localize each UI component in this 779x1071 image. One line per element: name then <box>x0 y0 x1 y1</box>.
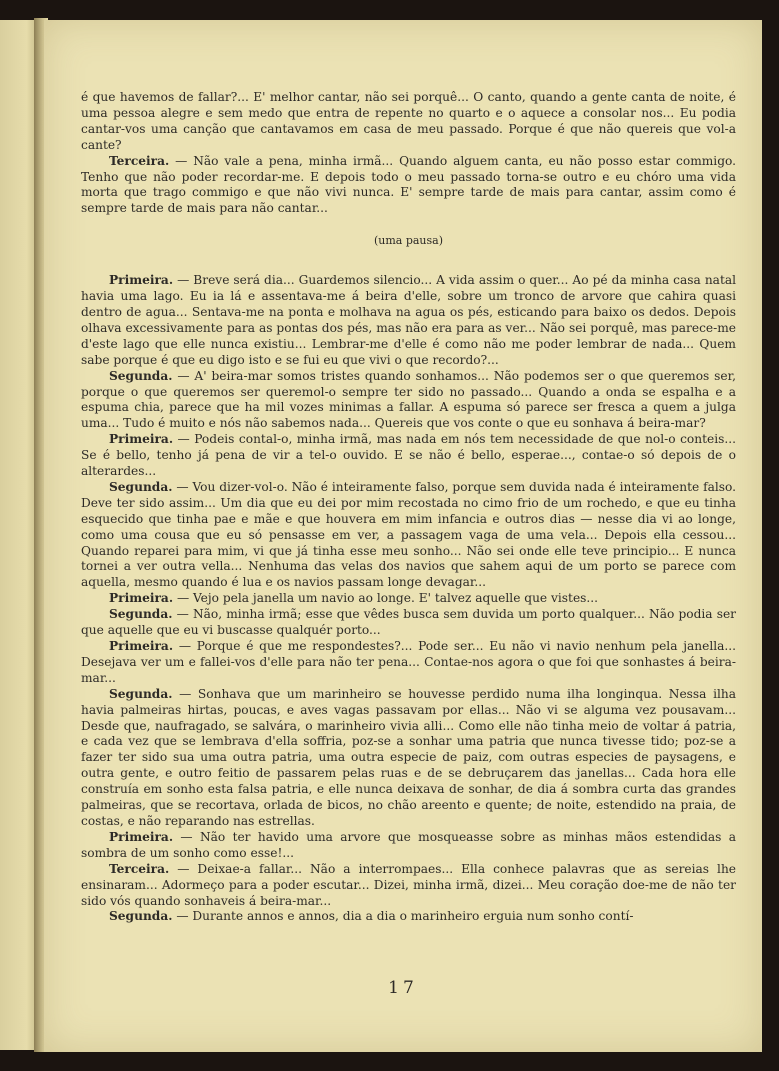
paragraph-2 <box>81 273 736 368</box>
speaker-name: Terceira. <box>109 153 170 168</box>
speaker-name: Primeira. <box>109 432 174 447</box>
speaker-name: Segunda. <box>109 479 173 494</box>
paragraph-7 <box>81 607 736 639</box>
stage-direction: (uma pausa) <box>373 234 444 248</box>
paragraph-text: — Sonhava que um marinheiro se houvesse perdido numa ilha longinqua. Nessa ilha havia palmeiras hirtas, poucas, e aves vagas passavam por ellas... Não vi se alguma vez pousavam... Desde que, naufragado, se salvára, o marinheiro vivia alli... Como elle não tinha meio de voltar á patria, e cada vez que se lembrava d'ella soffria, poz-se a sonhar uma patria que nunca tivesse tido; poz-se a fazer ter sido sua uma outra patria, uma outra especie de paiz, com outras especies de paysagens, e outra gente, e outro feitio de passarem pelas ruas e de se debruçarem das janellas... Cada hora elle construía em sonho esta falsa patria, e elle nunca deixava de sonhar, de dia á sombra curta das grandes palmeiras, que se recortava, orlada de bicos, no chão areento e quente; de noite, estendido na praia, de costas, e não reparando nas estrellas. <box>81 686 736 828</box>
speaker-name: Primeira. <box>109 829 174 844</box>
paragraph-text: é que havemos de fallar?... E' melhor cantar, não sei porquê... O canto, quando a gente canta de noite, é uma pessoa alegre e sem medo que entra de repente no quarto e o aquece a consolar nos... Eu podia cantar-vos uma canção que cantavamos em casa de meu passado. Porque é que não quereis que vol-a cante? <box>81 90 736 152</box>
paragraph-text: — Deixae-a fallar... Não a interrompaes... Ella conhece palavras que as sereias lhe ensinaram... Adormeço para a poder escutar... Dizei, minha irmã, dizei... Meu coração doe-me de não ter sido vós quando sonhaveis á beira-mar... <box>81 861 737 908</box>
speaker-name: Segunda. <box>109 909 173 924</box>
paragraph-0 <box>81 90 736 154</box>
page-text <box>81 90 736 925</box>
paragraph-9 <box>81 687 736 830</box>
paragraph-text: — Vou dizer-vol-o. Não é inteiramente falso, porque sem duvida nada é inteiramente falso. Deve ter sido assim... Um dia que eu dei por mim recostada no cimo frio de um rochedo, e que eu tinha esquecido que tinha pae e mãe e que houvera em mim infancia e outros dias — nesse dia vi ao longe, como uma cousa que eu só pensasse em ver, a passagem vaga de uma vela... Depois ella cessou... Quando reparei para mim, vi que já tinha esse meu sonho... Não sei onde elle teve principio... E nunca tornei a ver outra vella... Nenhuma das velas dos navios que sahem aqui de um porto se parece com aquella, mesmo quando é lua e os navios passam longe devagar... <box>81 479 737 590</box>
paragraph-1 <box>81 154 736 218</box>
left-page-edge <box>0 20 38 1050</box>
page-number: 17 <box>388 978 418 998</box>
paragraph-6 <box>81 591 736 607</box>
speaker-name: Segunda. <box>109 607 173 622</box>
speaker-name: Terceira. <box>109 861 170 876</box>
paragraph-text: — A' beira-mar somos tristes quando sonhamos... Não podemos ser o que queremos ser, porque o que queremos ser queremol-o sempre ter sido no passado... Quando a onda se espalha e a espuma chia, parece que ha mil vozes minimas a fallar. A espuma só parece ser fresca a quem a julga uma... Tudo é muito e nós não sabemos nada... Quereis que vos conte o que eu sonhava á beira-mar? <box>81 368 737 431</box>
paragraph-5 <box>81 480 736 591</box>
speaker-name: Primeira. <box>109 639 174 653</box>
paragraph-8 <box>81 639 736 687</box>
paragraph-4 <box>81 432 736 480</box>
book-page <box>44 20 762 1052</box>
paragraph-text: — Não ter havido uma arvore que mosqueasse sobre as minhas mãos estendidas a sombra de um sonho como esse!... <box>81 829 737 860</box>
paragraph-text: — Vejo pela janella um navio ao longe. E' talvez aquelle que vistes... <box>176 591 599 606</box>
paragraph-text: — Não vale a pena, minha irmã... Quando alguem canta, eu não posso estar commigo. Tenho que não poder recordar-me. E depois todo o meu passado torna-se outro e eu chóro uma vida morta que trago commigo e que não vivi nunca. E' sempre tarde de mais para cantar, assim como é sempre tarde de mais para não cantar... <box>81 153 737 216</box>
speaker-name: Primeira. <box>109 273 174 288</box>
paragraph-text: — Porque é que me respondestes?... Pode ser... Eu não vi navio nenhum pela janella... Desejava ver um e fallei-vos d'elle para não ter pena... Contae-nos agora o que foi que sonhastes á beira-mar... <box>81 639 737 685</box>
paragraph-text: — Durante annos e annos, dia a dia o marinheiro erguia num sonho contí- <box>176 909 634 924</box>
paragraph-10 <box>81 830 736 862</box>
paragraph-3 <box>81 369 736 433</box>
paragraph-11 <box>81 862 736 910</box>
speaker-name: Primeira. <box>109 591 174 606</box>
paragraph-text: — Podeis contal-o, minha irmã, mas nada em nós tem necessidade de que nol-o conteis... Se é bello, tenho já pena de vir a tel-o ouvido. E se não é bello, esperae..., contae-o só depois de o alterardes... <box>81 432 736 479</box>
paragraph-text: — Breve será dia... Guardemos silencio... A vida assim o quer... Ao pé da minha casa natal havia uma lago. Eu ia lá e assentava-me á beira d'elle, sobre um tronco de arvore que cahira quasi dentro de agua... Sentava-me na ponta e molhava na agua os pés, esticando para baixo os dedos. Depois olhava excessivamente para as pontas dos pés, mas não era para as ver... Não sei porquê, mas parece-me d'este lago que elle nunca existiu... Lembrar-me d'elle é como não me poder lembrar de nada... Quem sabe porque é que eu digo isto e se fui eu que vivi o que recordo?... <box>81 273 737 367</box>
paragraph-text: — Não, minha irmã; esse que vêdes busca sem duvida um porto qualquer... Não podia ser que aquelle que eu vi buscasse qualquér porto... <box>81 607 736 638</box>
paragraph-12 <box>81 909 736 925</box>
speaker-name: Segunda. <box>109 686 173 701</box>
speaker-name: Segunda. <box>109 368 173 383</box>
